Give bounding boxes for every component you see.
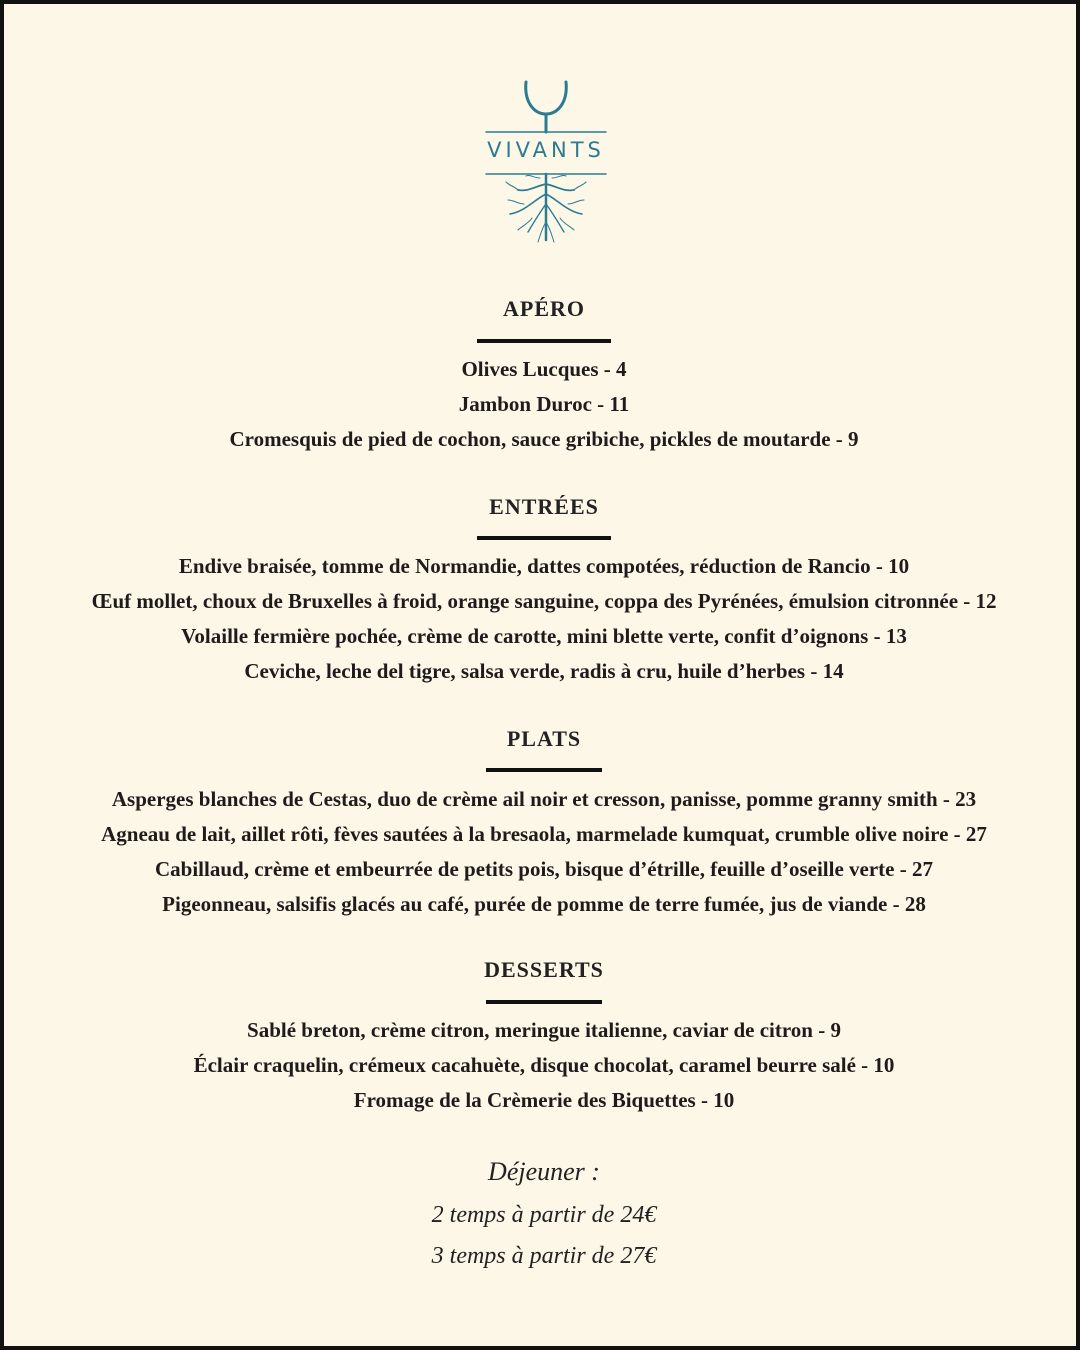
lunch-offer-line: 3 temps à partir de 27€	[431, 1243, 657, 1269]
vivants-logo	[484, 76, 608, 246]
menu-item: Cromesquis de pied de cochon, sauce gribiche, pickles de moutarde - 9	[229, 427, 859, 451]
section-items-apero	[24, 352, 1064, 457]
menu-item: Asperges blanches de Cestas, duo de crème ail noir et cresson, panisse, pomme granny smith - 23	[111, 787, 977, 811]
section-items-plats	[24, 782, 1064, 922]
menu-item: Fromage de la Crèmerie des Biquettes - 10	[353, 1088, 735, 1112]
lunch-title: Déjeuner :	[488, 1157, 600, 1186]
section-title-desserts: DESSERTS	[484, 957, 604, 982]
brand-name: VIVANTS	[487, 138, 605, 162]
menu-item: Jambon Duroc - 11	[458, 392, 630, 416]
menu-item: Sablé breton, crème citron, meringue italienne, caviar de citron - 9	[247, 1018, 841, 1042]
menu-item: Cabillaud, crème et embeurrée de petits pois, bisque d’étrille, feuille d’oseille verte - 27	[154, 857, 933, 881]
menu-item: Ceviche, leche del tigre, salsa verde, radis à cru, huile d’herbes - 14	[244, 659, 844, 683]
menu-item: Olives Lucques - 4	[461, 357, 627, 381]
section-items-desserts	[24, 1013, 1064, 1118]
section-divider	[486, 768, 602, 772]
section-divider	[486, 1000, 602, 1004]
lunch-offer-line: 2 temps à partir de 24€	[431, 1202, 657, 1228]
section-items-entrees	[24, 549, 1064, 689]
section-title-plats: PLATS	[506, 726, 582, 751]
section-title-apero: APÉRO	[503, 296, 585, 321]
menu-item: Œuf mollet, choux de Bruxelles à froid, orange sanguine, coppa des Pyrénées, émulsion citronnée - 12	[91, 589, 997, 613]
menu-item: Volaille fermière pochée, crème de carotte, mini blette verte, confit d’oignons - 13	[181, 624, 907, 648]
menu-item: Endive braisée, tomme de Normandie, dattes compotées, réduction de Rancio - 10	[178, 554, 910, 578]
section-divider	[477, 536, 611, 540]
section-title-entrees: ENTRÉES	[489, 494, 599, 519]
menu-item: Éclair craquelin, crémeux cacahuète, disque chocolat, caramel beurre salé - 10	[193, 1053, 895, 1077]
menu-item: Agneau de lait, aillet rôti, fèves sautées à la bresaola, marmelade kumquat, crumble olive noire - 27	[101, 822, 987, 846]
menu-item: Pigeonneau, salsifis glacés au café, purée de pomme de terre fumée, jus de viande - 28	[162, 892, 926, 916]
section-divider	[477, 339, 611, 343]
